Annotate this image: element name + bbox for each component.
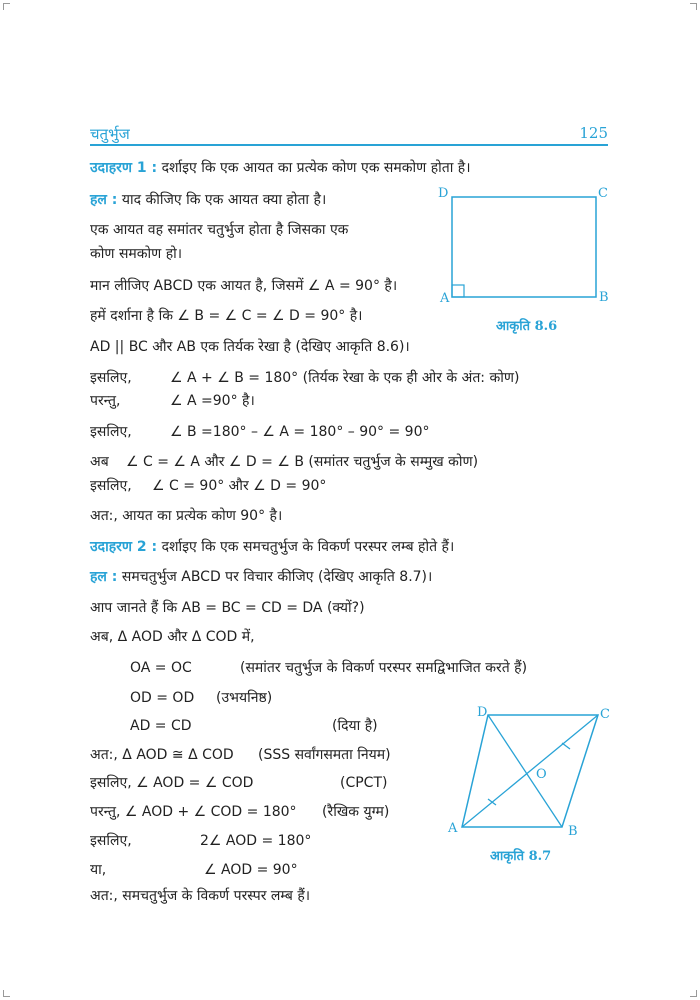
step-body: (CPCT) — [340, 775, 388, 791]
solution1-step-0 — [90, 368, 519, 388]
step-lead: अब — [90, 454, 109, 470]
solution1-line-0: याद कीजिए कि एक आयत क्या होता है। — [121, 192, 327, 208]
solution1-line-3: मान लीजिए ABCD एक आयत है, जिसमें ∠ A = 90° है। — [90, 278, 398, 294]
solution2-step-4 — [90, 860, 298, 880]
right-angle-marker — [452, 285, 464, 297]
step-lead: इसलिए, ∠ AOD = ∠ COD — [90, 775, 254, 791]
solution1-conclusion: अत:, आयत का प्रत्येक कोण 90° है। — [90, 508, 283, 524]
step-lead: इसलिए, — [90, 370, 132, 386]
solution1-line-2: कोण समकोण हो। — [90, 246, 183, 262]
solution1-step-3 — [90, 452, 478, 472]
solution1-step-1 — [90, 391, 255, 411]
solution2-line-0: आप जानते हैं कि AB = BC = CD = DA (क्यों?) — [90, 600, 365, 616]
example2-label: उदाहरण 2 : — [90, 539, 158, 555]
crop-mark-top-left — [3, 3, 10, 10]
diagonal-ac — [462, 715, 598, 827]
example2-solution — [90, 567, 432, 587]
congruence-expr: OA = OC — [130, 660, 192, 676]
diagonal-bd — [488, 715, 562, 827]
crop-mark-top-right — [690, 3, 697, 10]
crop-mark-bottom-right — [690, 990, 697, 997]
step-lead: इसलिए, — [90, 478, 132, 494]
solution2-step-2 — [90, 802, 389, 822]
congruence-expr: AD = CD — [130, 718, 192, 734]
step-body: 2∠ AOD = 180° — [200, 833, 312, 849]
solution1-step-2 — [90, 422, 430, 442]
example2-statement — [90, 537, 454, 557]
solution2-label: हल : — [90, 569, 118, 585]
congruence-reason: (दिया है) — [332, 718, 378, 734]
fig1-vertex-c: C — [598, 186, 608, 201]
example1-text: दर्शाइए कि एक आयत का प्रत्येक कोण एक समकोण होता है। — [161, 160, 471, 176]
step-body: (रैखिक युग्म) — [322, 804, 390, 820]
example1-label: उदाहरण 1 : — [90, 160, 158, 176]
fig1-vertex-a: A — [440, 291, 450, 306]
fig2-vertex-a: A — [448, 821, 458, 836]
step-lead: परन्तु, ∠ AOD + ∠ COD = 180° — [90, 804, 297, 820]
step-lead: इसलिए, — [90, 424, 132, 440]
fig2-vertex-b: B — [568, 824, 578, 839]
step-body: ∠ A =90° है। — [170, 393, 255, 409]
solution1-line-5: AD || BC और AB एक तिर्यक रेखा है (देखिए आकृति 8.6)। — [90, 339, 410, 355]
congruence-reason: (समांतर चतुर्भुज के विकर्ण परस्पर समद्विभाजित करते हैं) — [240, 660, 528, 676]
step-body: ∠ C = 90° और ∠ D = 90° — [152, 478, 327, 494]
crop-mark-bottom-left — [3, 990, 10, 997]
example1-solution — [90, 190, 326, 210]
step-lead: परन्तु, — [90, 393, 121, 409]
fig2-vertex-c: C — [600, 707, 610, 722]
step-body: ∠ AOD = 90° — [204, 862, 298, 878]
example2-text: दर्शाइए कि एक समचतुर्भुज के विकर्ण परस्पर लम्ब होते हैं। — [161, 539, 455, 555]
step-body: ∠ C = ∠ A और ∠ D = ∠ B (समांतर चतुर्भुज के सम्मुख कोण) — [126, 454, 479, 470]
solution2-text: समचतुर्भुज ABCD पर विचार कीजिए (देखिए आकृति 8.7)। — [121, 569, 433, 585]
chapter-title: चतुर्भुज — [90, 125, 130, 143]
solution1-step-4 — [90, 476, 326, 496]
step-body: ∠ B =180° – ∠ A = 180° – 90° = 90° — [170, 424, 430, 440]
figure-rectangle-abcd — [430, 180, 620, 320]
solution2-line-1: अब, Δ AOD और Δ COD में, — [90, 629, 255, 645]
solution2-step-3 — [90, 831, 311, 851]
congruence-row-2 — [130, 716, 378, 736]
solution1-line-4: हमें दर्शाना है कि ∠ B = ∠ C = ∠ D = 90° है। — [90, 308, 363, 324]
step-lead: इसलिए, — [90, 833, 132, 849]
solution2-step-0 — [90, 745, 391, 765]
fig1-vertex-b: B — [599, 290, 609, 305]
solution1-label: हल : — [90, 192, 118, 208]
fig2-center-o: O — [536, 767, 547, 782]
header-rule — [90, 144, 608, 146]
congruence-reason: (उभयनिष्ठ) — [216, 690, 273, 706]
step-lead: या, — [90, 862, 107, 878]
solution1-line-1: एक आयत वह समांतर चतुर्भुज होता है जिसका एक — [90, 222, 349, 238]
fig2-vertex-d: D — [477, 705, 488, 720]
figure-rhombus-abcd — [450, 705, 620, 835]
solution2-step-1 — [90, 773, 387, 793]
congruence-row-1 — [130, 688, 272, 708]
fig1-vertex-d: D — [438, 186, 449, 201]
rectangle-shape — [452, 197, 596, 297]
solution2-conclusion: अत:, समचतुर्भुज के विकर्ण परस्पर लम्ब हैं। — [90, 888, 311, 904]
figure1-caption: आकृति 8.6 — [496, 319, 558, 334]
congruence-row-0 — [130, 658, 527, 678]
tick-mark-oc — [562, 743, 570, 749]
step-body: ∠ A + ∠ B = 180° (तिर्यक रेखा के एक ही ओर के अंत: कोण) — [170, 370, 520, 386]
step-body: (SSS सर्वांगसमता नियम) — [258, 747, 391, 763]
example1-statement — [90, 158, 471, 178]
congruence-expr: OD = OD — [130, 690, 195, 706]
page-number: 125 — [579, 124, 608, 142]
step-lead: अत:, Δ AOD ≅ Δ COD — [90, 747, 234, 763]
figure2-caption: आकृति 8.7 — [490, 849, 552, 864]
